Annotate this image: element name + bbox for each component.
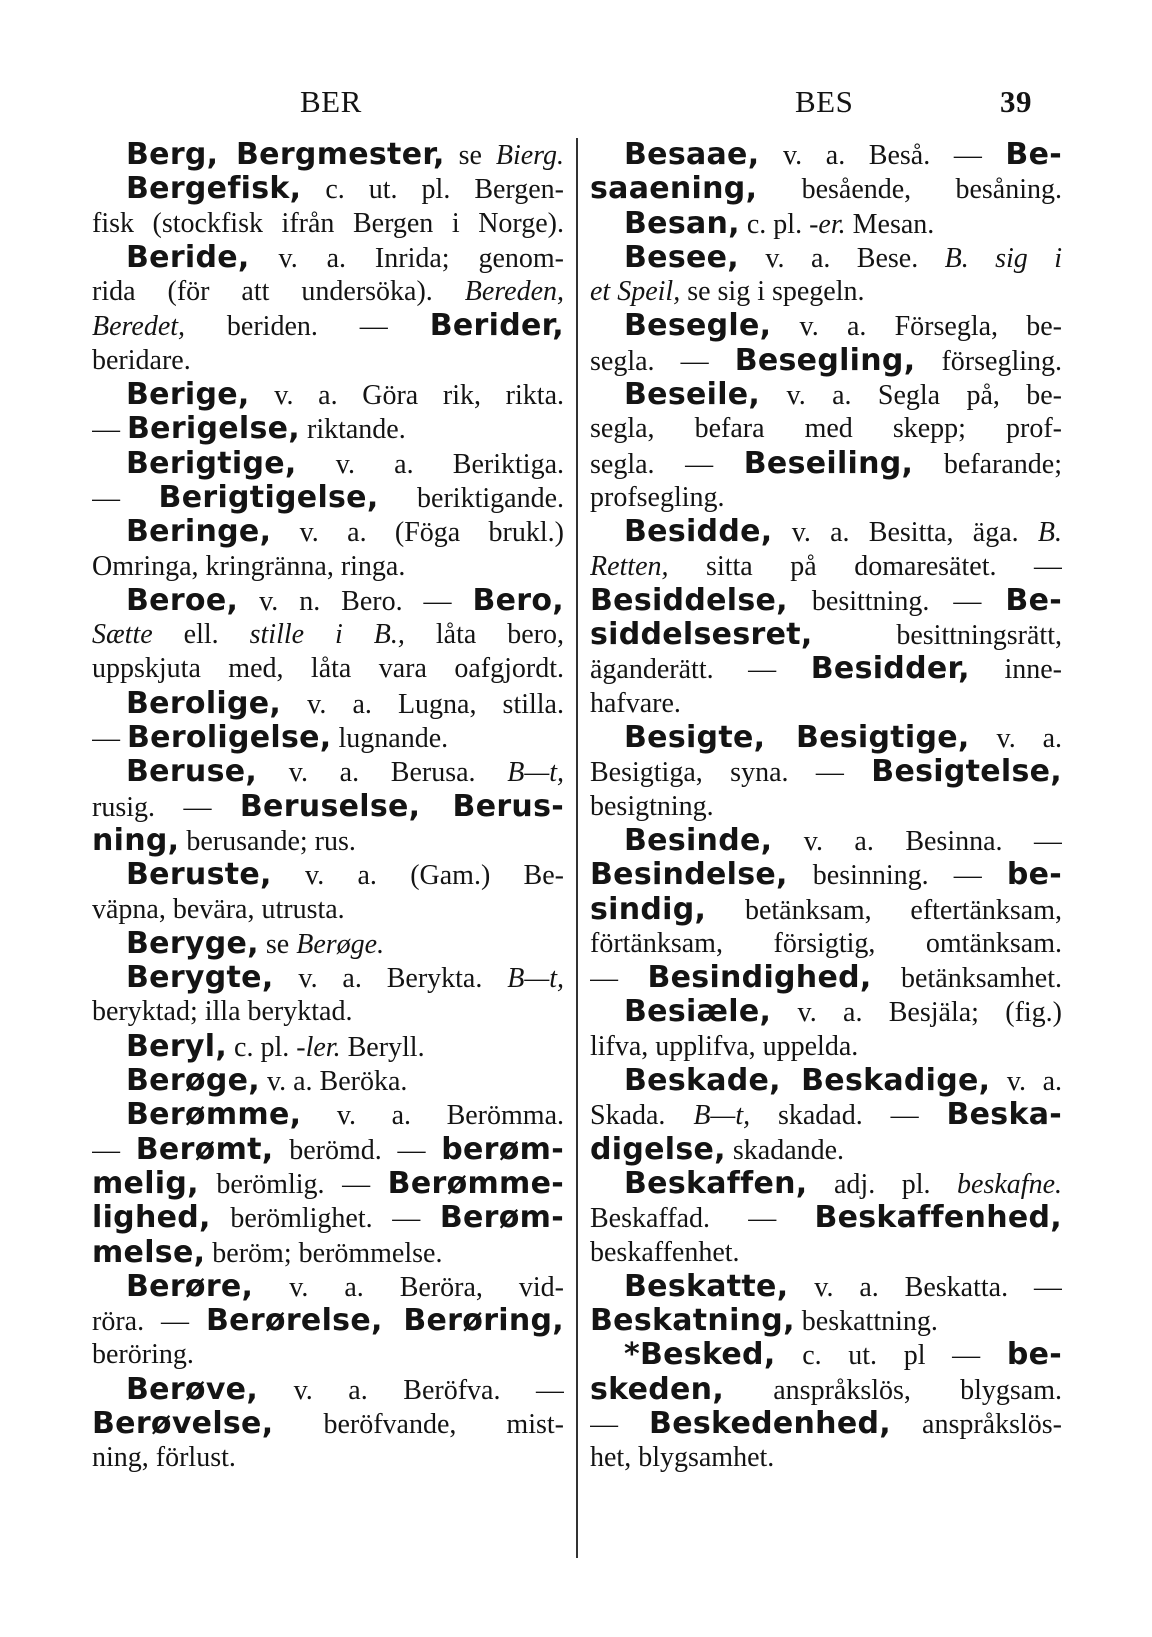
- definition-text: betänksamhet.: [871, 963, 1062, 995]
- entry-line: [590, 995, 1062, 1029]
- right-column: [590, 138, 1062, 1476]
- definition-text: —: [92, 414, 127, 446]
- entry-line: [590, 755, 1062, 789]
- definition-text: förtänksam, försigtig, omtänksam.: [590, 927, 1062, 959]
- italic-text: Sætte: [92, 619, 153, 651]
- entry-line: [92, 1064, 564, 1098]
- definition-text: v. a. Berykta.: [273, 963, 508, 995]
- definition-text: v. a. Bese.: [738, 242, 945, 274]
- entry-line: [92, 721, 564, 755]
- page-number: 39: [1000, 84, 1032, 119]
- italic-text: -er.: [809, 208, 846, 240]
- headword: skeden,: [590, 1372, 725, 1407]
- entry-line: [590, 378, 1062, 412]
- definition-text: sitta på domaresätet. —: [668, 550, 1062, 582]
- entry-line: [92, 961, 564, 995]
- definition-text: berömlig. —: [198, 1168, 388, 1200]
- headword: ning,: [92, 823, 180, 858]
- definition-text: beridare.: [92, 344, 191, 376]
- definition-text: besinning. —: [787, 860, 1007, 892]
- entry-line: [92, 755, 564, 789]
- entry-line: [92, 1373, 564, 1407]
- headword: Berygte,: [126, 961, 274, 996]
- entry-line: [92, 275, 564, 309]
- definition-text: se: [444, 140, 496, 171]
- headword: Berigelse,: [127, 412, 300, 447]
- entry-line: [590, 481, 1062, 515]
- definition-text: ell.: [152, 619, 250, 651]
- entry-line: [590, 1201, 1062, 1235]
- headword: Beskedenhed,: [649, 1406, 891, 1441]
- definition-text: äganderätt. —: [590, 654, 811, 686]
- headword: Besigtelse,: [871, 755, 1062, 790]
- definition-text: v. a. Besitta, äga.: [772, 517, 1038, 549]
- headword: Besegling,: [734, 343, 916, 378]
- headword: Berøre,: [126, 1269, 254, 1304]
- definition-text: Beryll.: [340, 1031, 425, 1063]
- italic-text: Berøge.: [296, 928, 385, 960]
- definition-text: betänksam, eftertänksam,: [706, 894, 1062, 926]
- headword: Beskatning,: [590, 1304, 795, 1339]
- entry-line: [92, 1236, 564, 1270]
- entry-line: [590, 927, 1062, 961]
- entry-line: [590, 241, 1062, 275]
- definition-text: Beskaffad. —: [590, 1203, 815, 1235]
- definition-text: skadande.: [725, 1134, 845, 1166]
- italic-text: B—t,: [507, 757, 564, 789]
- italic-text: stille i B.,: [249, 619, 405, 651]
- definition-text: v. a. (Gam.) Be-: [271, 860, 564, 892]
- headword: be-: [1006, 858, 1062, 893]
- definition-text: adj. pl.: [807, 1168, 958, 1200]
- definition-text: beröm; berömmelse.: [205, 1237, 443, 1269]
- definition-text: beskaffenhet.: [590, 1236, 740, 1268]
- definition-text: Skada.: [590, 1100, 694, 1132]
- definition-text: uppskjuta med, låta vara oafgjordt.: [92, 653, 564, 685]
- headword: be-: [1006, 1338, 1062, 1373]
- italic-text: Bierg.: [495, 140, 564, 171]
- headword: Beseile,: [624, 378, 761, 413]
- definition-text: inne-: [969, 654, 1062, 686]
- left-column: [92, 138, 564, 1476]
- headword: Bero,: [472, 583, 564, 618]
- definition-text: c. pl.: [739, 208, 810, 240]
- definition-text: röra. —: [92, 1306, 207, 1338]
- headword: Beruse,: [126, 755, 258, 790]
- headword: Berøm-: [439, 1201, 564, 1236]
- definition-text: —: [92, 482, 159, 514]
- headword: Berømme-: [387, 1166, 564, 1201]
- entry-line: [590, 1407, 1062, 1441]
- entry-line: [92, 515, 564, 549]
- headword: Be-: [1005, 583, 1062, 618]
- entry-line: [590, 275, 1062, 309]
- entry-line: [590, 584, 1062, 618]
- entry-line: [590, 790, 1062, 824]
- definition-text: lugnande.: [331, 723, 449, 755]
- definition-text: v. a. Beriktiga.: [296, 448, 564, 480]
- italic-text: et Speil,: [590, 276, 681, 308]
- definition-text: c. ut. pl —: [775, 1340, 1007, 1372]
- headword: Besindighed,: [647, 961, 872, 996]
- headword: Beroe,: [126, 583, 239, 618]
- headword: Beseiling,: [743, 446, 914, 481]
- italic-text: B.: [1037, 517, 1062, 549]
- definition-text: befarande;: [913, 448, 1062, 480]
- entry-line: [92, 1338, 564, 1372]
- definition-text: segla. —: [590, 345, 735, 377]
- definition-text: besittningsrätt,: [812, 620, 1062, 652]
- definition-text: Omringa, kringränna, ringa.: [92, 550, 406, 582]
- entry-line: [92, 172, 564, 206]
- entry-line: [590, 309, 1062, 343]
- definition-text: beriktigande.: [378, 482, 564, 514]
- entry-line: [590, 447, 1062, 481]
- headword: Beska-: [946, 1098, 1062, 1133]
- definition-text: segla. —: [590, 448, 744, 480]
- headword: Beskaffen,: [624, 1166, 808, 1201]
- headword: sindig,: [590, 892, 707, 927]
- entry-line: [92, 1407, 564, 1441]
- definition-text: profsegling.: [590, 481, 725, 513]
- definition-text: —: [590, 963, 648, 995]
- definition-text: —: [92, 723, 127, 755]
- headword: Besaae,: [624, 138, 760, 172]
- headword: Berøve,: [126, 1372, 259, 1407]
- entry-line: [92, 1133, 564, 1167]
- headword: Berømme,: [126, 1098, 302, 1133]
- definition-text: beryktad; illa beryktad.: [92, 996, 353, 1028]
- definition-text: Besigtiga, syna. —: [590, 757, 872, 789]
- definition-text: v. a.: [990, 1066, 1062, 1098]
- italic-text: Bereden,: [464, 276, 564, 308]
- definition-text: v. a.: [969, 723, 1062, 755]
- definition-text: beriden. —: [185, 311, 430, 343]
- entry-line: [590, 893, 1062, 927]
- definition-text: c. pl.: [227, 1031, 297, 1063]
- definition-text: v. a. Lugna, stilla.: [281, 688, 564, 720]
- headword: *Besked,: [624, 1338, 776, 1373]
- definition-text: v. a. (Föga brukl.): [271, 517, 564, 549]
- headword: Besan,: [624, 206, 740, 241]
- entry-line: [590, 1441, 1062, 1475]
- definition-text: besittning. —: [787, 585, 1006, 617]
- definition-text: anspråkslös, blygsam.: [724, 1374, 1062, 1406]
- definition-text: hafvare.: [590, 687, 681, 719]
- running-head-left: BER: [300, 84, 362, 119]
- entry-line: [92, 309, 564, 343]
- italic-text: Beredet,: [92, 311, 186, 343]
- entry-line: [590, 412, 1062, 446]
- headword: Besigte, Besigtige,: [624, 721, 970, 756]
- definition-text: försegling.: [915, 345, 1062, 377]
- definition-text: het, blygsamhet.: [590, 1442, 775, 1474]
- entry-line: [92, 893, 564, 927]
- entry-line: [590, 172, 1062, 206]
- headword: berøm-: [441, 1132, 564, 1167]
- entry-line: [590, 1064, 1062, 1098]
- entry-line: [92, 412, 564, 446]
- entry-line: [590, 344, 1062, 378]
- definition-text: berömd. —: [273, 1134, 442, 1166]
- entry-line: [590, 858, 1062, 892]
- headword: Beroligelse,: [127, 721, 332, 756]
- definition-text: anspråkslös-: [890, 1408, 1062, 1440]
- headword: Berolige,: [126, 686, 282, 721]
- headword: Be-: [1005, 138, 1062, 172]
- headword: Besee,: [624, 240, 739, 275]
- entry-line: [590, 824, 1062, 858]
- entry-line: [590, 515, 1062, 549]
- entry-line: [92, 1270, 564, 1304]
- entry-line: [92, 447, 564, 481]
- definition-text: beröfvande, mist-: [273, 1408, 564, 1440]
- entry-line: [92, 241, 564, 275]
- entry-line: [590, 1236, 1062, 1270]
- definition-text: rida (för att undersöka).: [92, 276, 465, 308]
- definition-text: segla, befara med skepp; prof-: [590, 413, 1062, 445]
- headword: Berg, Bergmester,: [126, 138, 445, 172]
- entry-line: [92, 378, 564, 412]
- definition-text: lifva, upplifva, uppelda.: [590, 1030, 859, 1062]
- entry-line: [590, 1270, 1062, 1304]
- definition-text: berömlighet. —: [210, 1203, 440, 1235]
- definition-text: skadad. —: [750, 1100, 947, 1132]
- headword: Besiddelse,: [590, 583, 788, 618]
- entry-line: [590, 550, 1062, 584]
- entry-line: [92, 1201, 564, 1235]
- running-head-right: BES: [795, 84, 854, 119]
- definition-text: se: [258, 928, 297, 960]
- entry-line: [590, 687, 1062, 721]
- entry-line: [590, 1167, 1062, 1201]
- entry-line: [92, 1167, 564, 1201]
- definition-text: fisk (stockfisk ifrån Bergen i Norge).: [92, 207, 564, 239]
- entry-line: [590, 652, 1062, 686]
- headword: Besindelse,: [590, 858, 788, 893]
- definition-text: rusig. —: [92, 791, 240, 823]
- column-divider: [576, 138, 578, 1558]
- definition-text: se sig i spegeln.: [680, 276, 865, 308]
- entry-line: [590, 1133, 1062, 1167]
- headword: Beryge,: [126, 926, 259, 961]
- definition-text: v. a. Inrida; genom-: [249, 242, 564, 274]
- headword: melig,: [92, 1166, 199, 1201]
- italic-text: B. sig i: [944, 242, 1062, 274]
- entry-line: [92, 618, 564, 652]
- headword: melse,: [92, 1235, 206, 1270]
- definition-text: besigtning.: [590, 790, 714, 822]
- entry-line: [92, 1304, 564, 1338]
- italic-text: beskafne.: [957, 1168, 1062, 1200]
- entry-line: [590, 1373, 1062, 1407]
- entry-line: [590, 721, 1062, 755]
- headword: Besiæle,: [624, 995, 772, 1030]
- entry-line: [92, 1030, 564, 1064]
- entry-line: [92, 344, 564, 378]
- entry-line: [92, 995, 564, 1029]
- italic-text: -ler.: [296, 1031, 341, 1063]
- italic-text: B—t,: [693, 1100, 751, 1132]
- entry-line: [92, 824, 564, 858]
- definition-text: besående, besåning.: [757, 174, 1062, 206]
- headword: Berige,: [126, 378, 250, 413]
- definition-text: väpna, bevära, utrusta.: [92, 893, 345, 925]
- headword: Beryl,: [126, 1029, 228, 1064]
- definition-text: v. a. Beröra, vid-: [253, 1271, 564, 1303]
- headword: Berøvelse,: [92, 1406, 274, 1441]
- headword: Berømt,: [135, 1132, 274, 1167]
- definition-text: v. a. Besjäla; (fig.): [771, 997, 1062, 1029]
- headword: Beskatte,: [624, 1269, 789, 1304]
- headword: Berider,: [429, 309, 564, 344]
- headword: Besinde,: [624, 823, 773, 858]
- headword: Besidde,: [624, 515, 773, 550]
- definition-text: v. a. Beså. —: [759, 140, 1006, 171]
- definition-text: c. ut. pl. Bergen-: [301, 174, 564, 206]
- definition-text: v. a. Berusa.: [257, 757, 508, 789]
- headword: Beskaffenhed,: [814, 1201, 1062, 1236]
- definition-text: v. a. Segla på, be-: [760, 380, 1062, 412]
- headword: Beruselse, Berus-: [239, 789, 564, 824]
- definition-text: berusande; rus.: [179, 825, 356, 857]
- entry-line: [92, 927, 564, 961]
- entry-line: [92, 584, 564, 618]
- headword: Beride,: [126, 240, 250, 275]
- headword: Beskade, Beskadige,: [624, 1064, 991, 1099]
- entry-line: [92, 687, 564, 721]
- entry-line: [92, 790, 564, 824]
- entry-line: [590, 1098, 1062, 1132]
- headword: Berigtige,: [126, 446, 297, 481]
- entry-line: [590, 138, 1062, 172]
- headword: Beringe,: [126, 515, 272, 550]
- headword: Beruste,: [126, 858, 272, 893]
- definition-text: v. a. Beröka.: [259, 1066, 408, 1098]
- headword: Besidder,: [810, 652, 970, 687]
- definition-text: beskattning.: [794, 1306, 938, 1338]
- entry-line: [92, 481, 564, 515]
- definition-text: v. a. Göra rik, rikta.: [249, 380, 564, 412]
- headword: saaening,: [590, 172, 758, 207]
- entry-line: [92, 207, 564, 241]
- definition-text: beröring.: [92, 1339, 194, 1371]
- entry-line: [92, 858, 564, 892]
- headword: Berøge,: [126, 1064, 260, 1099]
- definition-text: v. a. Besinna. —: [772, 825, 1062, 857]
- definition-text: v. a. Beskatta. —: [788, 1271, 1062, 1303]
- entry-line: [92, 652, 564, 686]
- definition-text: Mesan.: [845, 208, 935, 240]
- definition-text: v. n. Bero. —: [238, 585, 473, 617]
- headword: digelse,: [590, 1132, 726, 1167]
- entry-line: [590, 618, 1062, 652]
- entry-line: [92, 1098, 564, 1132]
- definition-text: ning, förlust.: [92, 1442, 236, 1474]
- headword: Besegle,: [624, 309, 772, 344]
- entry-line: [590, 1304, 1062, 1338]
- definition-text: v. a. Berömma.: [301, 1100, 564, 1132]
- headword: Bergefisk,: [126, 172, 302, 207]
- italic-text: B—t,: [507, 963, 564, 995]
- entry-line: [92, 1441, 564, 1475]
- headword: Berørelse, Berøring,: [206, 1304, 564, 1339]
- entry-line: [590, 961, 1062, 995]
- definition-text: v. a. Försegla, be-: [771, 311, 1062, 343]
- entry-line: [590, 207, 1062, 241]
- definition-text: riktande.: [300, 414, 406, 446]
- headword: lighed,: [92, 1201, 211, 1236]
- definition-text: —: [92, 1134, 136, 1166]
- entry-line: [92, 550, 564, 584]
- definition-text: —: [590, 1408, 650, 1440]
- italic-text: Retten,: [590, 550, 669, 582]
- entry-line: [590, 1030, 1062, 1064]
- definition-text: v. a. Beröfva. —: [258, 1374, 564, 1406]
- entry-line: [590, 1338, 1062, 1372]
- entry-line: [92, 138, 564, 172]
- headword: siddelsesret,: [590, 618, 813, 653]
- definition-text: låta bero,: [404, 619, 564, 651]
- headword: Berigtigelse,: [158, 480, 379, 515]
